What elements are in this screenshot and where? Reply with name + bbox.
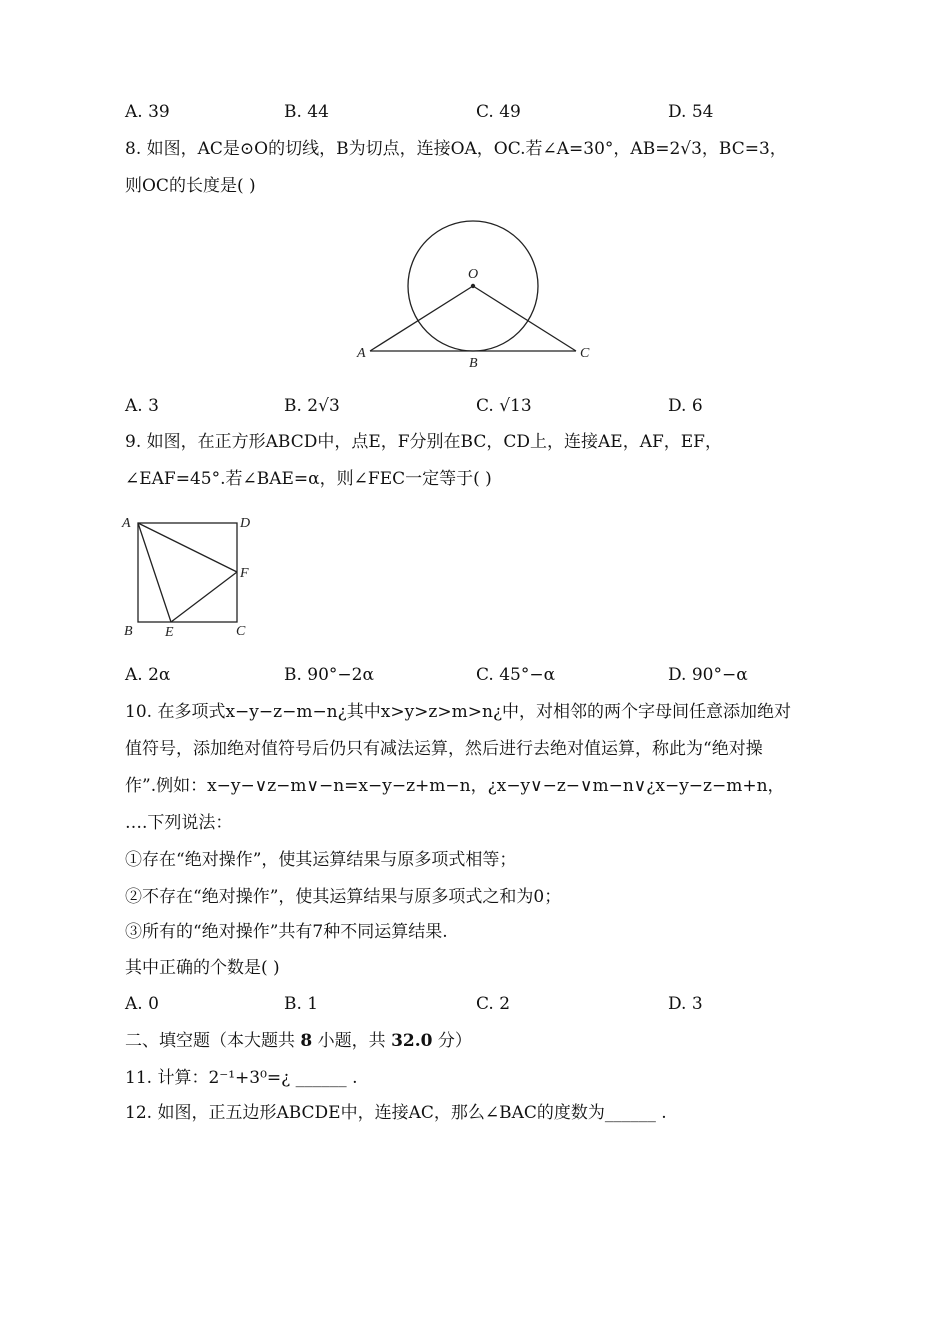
q10-option-d[interactable]: D. 3 [668, 994, 703, 1014]
q9-label-c: C [236, 624, 246, 639]
q8-center-dot [471, 284, 475, 288]
section-score: 32.0 [391, 1031, 433, 1051]
q10-statement-2: ②不存在“绝对操作”，使其运算结果与原多项式之和为0； [125, 887, 562, 907]
section-heading-post: 分） [432, 1031, 472, 1051]
q9-stem-line1: 9. 如图，在正方形ABCD中，点E，F分别在BC，CD上，连接AE，AF，EF， [125, 432, 722, 452]
q10-line4: ….下列说法： [125, 813, 233, 833]
q8-label-b: B [469, 356, 478, 371]
q10-statement-1: ①存在“绝对操作”，使其运算结果与原多项式相等； [125, 850, 517, 870]
q9-label-a: A [122, 516, 131, 531]
q10-option-b[interactable]: B. 1 [284, 994, 319, 1014]
q7-option-a[interactable]: A. 39 [125, 102, 170, 122]
q9-figure [118, 508, 268, 643]
q9-label-d: D [240, 516, 251, 531]
q10-option-c[interactable]: C. 2 [476, 994, 511, 1014]
q10-statement-3: ③所有的“绝对操作”共有7种不同运算结果. [125, 922, 448, 942]
q9-segment-af [138, 523, 237, 572]
q8-label-a: A [357, 346, 366, 361]
q8-stem-line1: 8. 如图，AC是⊙O的切线，B为切点，连接OA，OC.若∠A=30°，AB=2√3，BC=3， [125, 139, 787, 159]
q8-segment-oa [370, 286, 473, 351]
q10-line1: 10. 在多项式x−y−z−m−n¿其中x>y>z>m>n¿中，对相邻的两个字母间任意添加绝对 [125, 702, 792, 722]
q9-option-b[interactable]: B. 90°−2α [284, 665, 374, 685]
q10-line3: 作”.例如：x−y−∨z−m∨−n=x−y−z+m−n，¿x−y∨−z−∨m−n∨¿x−y−z−m+n， [125, 776, 785, 796]
q12-text[interactable]: 12. 如图，正五边形ABCDE中，连接AC，那么∠BAC的度数为______ . [125, 1103, 667, 1123]
q9-option-c[interactable]: C. 45°−α [476, 665, 556, 685]
q10-line2: 值符号，添加绝对值符号后仍只有减法运算，然后进行去绝对值运算，称此为“绝对操 [125, 739, 763, 759]
section-heading-pre: 二、填空题（本大题共 [125, 1031, 301, 1051]
q8-stem-line2: 则OC的长度是( ) [125, 176, 256, 196]
q8-option-d[interactable]: D. 6 [668, 396, 703, 416]
section-heading [125, 1030, 472, 1052]
q9-label-b: B [124, 624, 133, 639]
q9-label-f: F [240, 566, 249, 581]
q8-option-a[interactable]: A. 3 [125, 396, 159, 416]
q8-option-c[interactable]: C. √13 [476, 396, 532, 416]
q7-option-d[interactable]: D. 54 [668, 102, 714, 122]
q8-label-c: C [580, 346, 590, 361]
q10-option-a[interactable]: A. 0 [125, 994, 159, 1014]
q7-option-c[interactable]: C. 49 [476, 102, 521, 122]
q8-segment-oc [473, 286, 576, 351]
q8-label-o: O [468, 267, 479, 282]
q9-square [138, 523, 237, 622]
q9-label-e: E [165, 625, 174, 640]
q9-segment-ef [171, 572, 237, 622]
section-question-count: 8 [300, 1031, 313, 1051]
q11-text[interactable]: 11. 计算：2⁻¹+3⁰=¿ ______ . [125, 1068, 358, 1088]
q9-stem-line2: ∠EAF=45°.若∠BAE=α，则∠FEC一定等于( ) [125, 469, 492, 489]
q9-option-a[interactable]: A. 2α [125, 665, 171, 685]
q7-option-b[interactable]: B. 44 [284, 102, 329, 122]
q9-segment-ae [138, 523, 171, 622]
section-heading-mid: 小题，共 [312, 1031, 392, 1051]
q10-question: 其中正确的个数是( ) [125, 958, 280, 978]
q8-figure [340, 215, 610, 375]
q9-option-d[interactable]: D. 90°−α [668, 665, 748, 685]
q8-option-b[interactable]: B. 2√3 [284, 396, 340, 416]
